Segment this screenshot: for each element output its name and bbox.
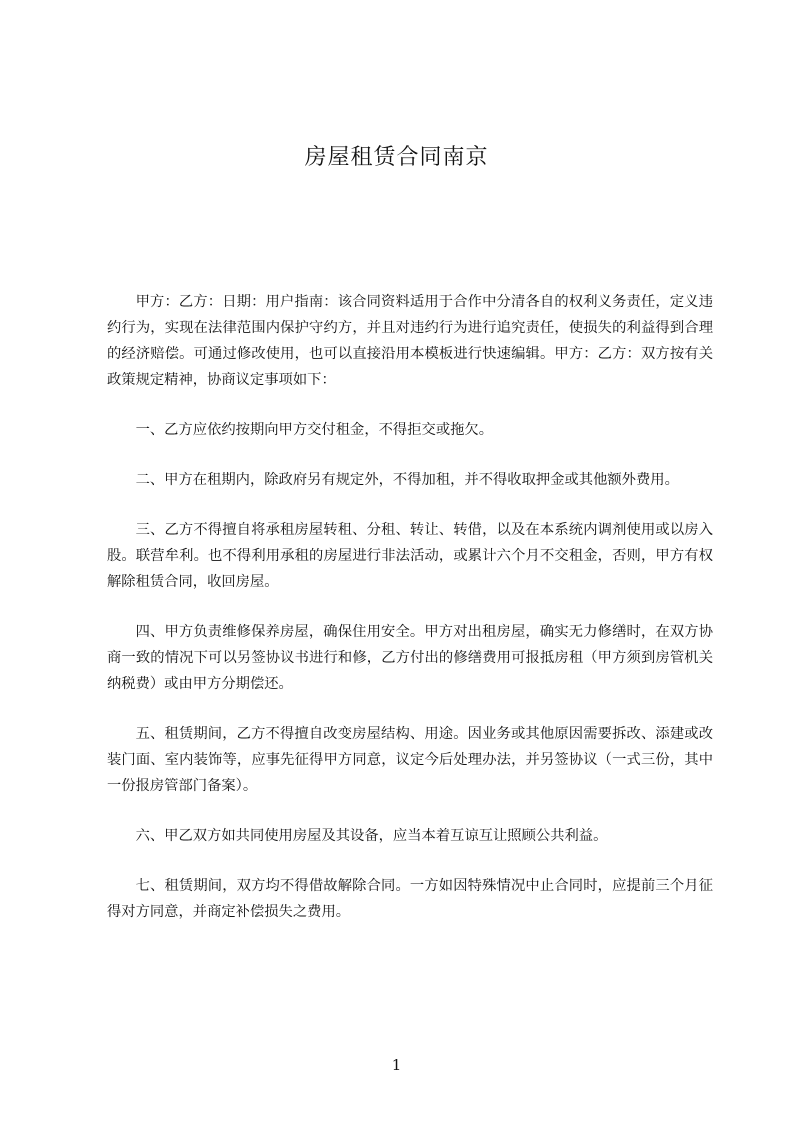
clause-4-paragraph: 四、甲方负责维修保养房屋，确保住用安全。甲方对出租房屋，确实无力修缮时，在双方协商一致的情况下可以另签协议书进行和修，乙方付出的修缮费用可报抵房租（甲方须到房管机关纳税费）或由甲方分期偿还。 <box>107 624 713 692</box>
clause-1-paragraph: 一、乙方应依约按期向甲方交付租金，不得拒交或拖欠。 <box>135 422 494 438</box>
document-body <box>107 289 713 925</box>
clause-5-paragraph: 五、租赁期间，乙方不得擅自改变房屋结构、用途。因业务或其他原因需要拆改、添建或改装门面、室内装饰等，应事先征得甲方同意，议定今后处理办法，并另签协议（一式三份，其中一份报房管部门备案）。 <box>107 726 713 794</box>
clause-6-paragraph: 六、甲乙双方如共同使用房屋及其设备，应当本着互谅互让照顾公共利益。 <box>135 828 608 844</box>
clause-2-paragraph: 二、甲方在租期内，除政府另有规定外，不得加租，并不得收取押金或其他额外费用。 <box>135 472 679 488</box>
document-title: 房屋租赁合同南京 <box>304 145 489 170</box>
page-number: 1 <box>391 1056 402 1074</box>
clause-7-paragraph: 七、租赁期间，双方均不得借故解除合同。一方如因特殊情况中止合同时，应提前三个月征得对方同意，并商定补偿损失之费用。 <box>107 878 713 920</box>
clause-3-paragraph: 三、乙方不得擅自将承租房屋转租、分租、转让、转借，以及在本系统内调剂使用或以房入股。联营牟利。也不得利用承租的房屋进行非法活动，或累计六个月不交租金，否则，甲方有权解除租赁合同，收回房屋。 <box>107 522 713 590</box>
intro-paragraph: 甲方：乙方：日期：用户指南：该合同资料适用于合作中分清各自的权利义务责任，定义违约行为，实现在法律范围内保护守约方，并且对违约行为进行追究责任，使损失的利益得到合理的经济赔偿。可通过修改使用，也可以直接沿用本模板进行快速编辑。甲方：乙方：双方按有关政策规定精神，协商议定事项如下： <box>107 294 713 388</box>
